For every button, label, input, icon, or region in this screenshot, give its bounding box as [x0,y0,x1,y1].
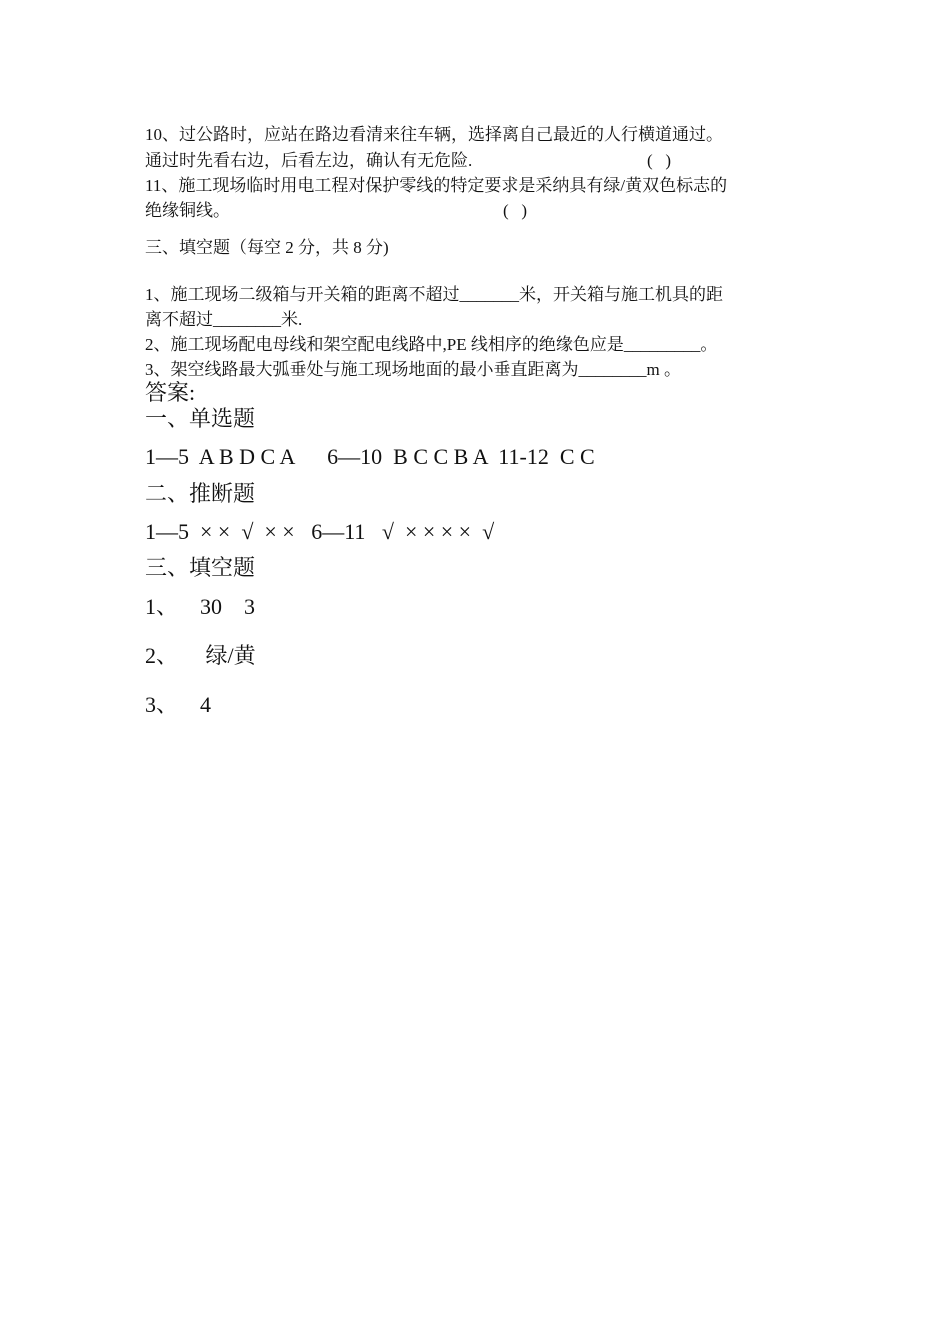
answers-fill-3: 3、 4 [145,692,212,717]
answers-single-choice-heading: 一、单选题 [145,406,256,431]
fill-question-1-line-1: 1、施工现场二级箱与开关箱的距离不超过_______米，开关箱与施工机具的距 [145,285,723,304]
answers-fill-2: 2、 绿/黄 [145,643,256,668]
answers-title: 答案: [145,380,196,405]
question-11-line-1: 11、施工现场临时用电工程对保护零线的特定要求是采纳具有绿/黄双色标志的 [145,176,728,195]
answers-fill-heading: 三、填空题 [145,555,256,580]
answers-single-choice-line: 1—5 A B D C A 6—10 B C C B A 11-12 C C [145,444,595,469]
answers-fill-1: 1、 30 3 [145,594,256,619]
fill-section-heading: 三、填空题（每空 2 分，共 8 分) [145,238,389,257]
fill-question-1-line-2: 离不超过________米. [145,310,303,329]
answers-judgment-line: 1—5 × × √ × × 6—11 √ × × × × √ [145,519,495,544]
fill-question-2: 2、施工现场配电母线和架空配电线路中,PE 线相序的绝缘色应是_________。 [145,335,718,354]
answers-judgment-heading: 二、推断题 [145,481,256,506]
question-11-answer-blank: ( ) [503,201,528,220]
question-10-line-2: 通过时先看右边，后看左边，确认有无危险. [145,151,473,170]
question-10-answer-blank: ( ) [647,151,672,170]
fill-question-3: 3、架空线路最大弧垂处与施工现场地面的最小垂直距离为________m 。 [145,360,681,379]
question-10-line-1: 10、过公路时，应站在路边看清来往车辆，选择离自己最近的人行横道通过。 [145,125,723,144]
question-11-line-2: 绝缘铜线。 [145,201,230,220]
